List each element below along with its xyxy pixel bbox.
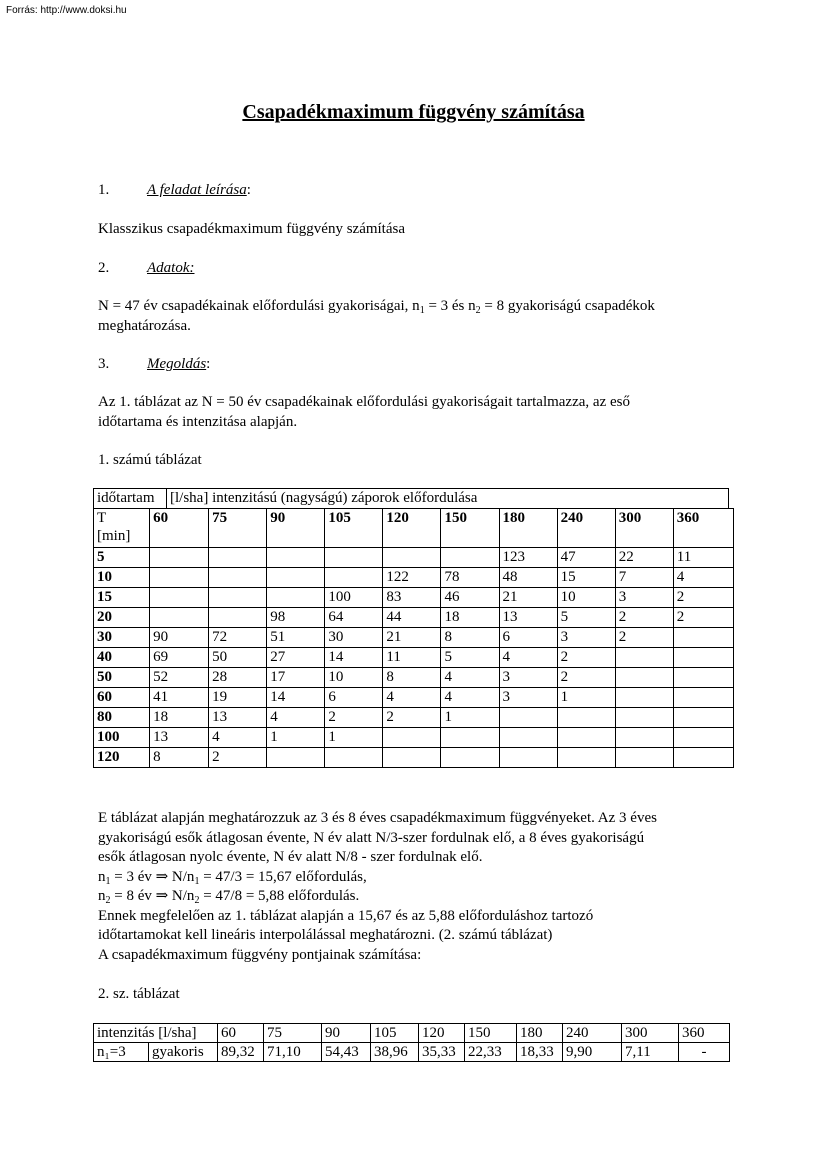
table-1-corner	[94, 509, 150, 548]
table-cell: 3	[499, 668, 557, 688]
table-1-caption-left: időtartam	[94, 489, 167, 509]
table-cell: 78	[441, 568, 499, 588]
table-cell: 89,32	[218, 1043, 264, 1062]
table-cell: 46	[441, 588, 499, 608]
table-cell: 69	[150, 648, 209, 668]
n1-a: n	[98, 868, 106, 885]
section-1-text: Klasszikus csapadékmaximum függvény számítása	[98, 221, 406, 237]
table-cell: 51	[267, 628, 325, 648]
table-cell: 1	[267, 728, 325, 748]
intro-line-1: Az 1. táblázat az N = 50 év csapadékainak előfordulási gyakoriságait tartalmazza, az eső	[98, 394, 630, 410]
table-cell	[615, 748, 673, 768]
table-cell: 72	[209, 628, 267, 648]
table-cell: 52	[150, 668, 209, 688]
table-cell: 10	[557, 588, 615, 608]
table-cell: 27	[267, 648, 325, 668]
table-cell	[673, 648, 733, 668]
table-cell: 1	[557, 688, 615, 708]
n1-sub: 1	[105, 875, 111, 887]
table-cell: 21	[499, 588, 557, 608]
row-header: 15	[94, 588, 150, 608]
column-header: 75	[264, 1024, 322, 1043]
table-row	[94, 548, 734, 568]
n2-sub2: 2	[194, 895, 200, 906]
column-header: 105	[325, 509, 383, 548]
data-paragraph	[98, 297, 738, 336]
table-cell: 18	[150, 708, 209, 728]
table-cell: 47	[557, 548, 615, 568]
table-cell: 8	[150, 748, 209, 768]
table-cell: 4	[441, 668, 499, 688]
n2-sub: 2	[105, 895, 111, 906]
table-cell	[150, 588, 209, 608]
table-cell: 18,33	[517, 1043, 563, 1062]
table-cell: 9,90	[563, 1043, 622, 1062]
table-cell	[673, 628, 733, 648]
table-cell	[325, 748, 383, 768]
page-title: Csapadékmaximum függvény számítása	[242, 101, 585, 123]
section-2-number: 2.	[98, 260, 110, 276]
table-cell: 2	[615, 628, 673, 648]
row-header: 40	[94, 648, 150, 668]
table-cell	[150, 608, 209, 628]
column-header: 105	[371, 1024, 419, 1043]
table-2-header-row	[94, 1024, 730, 1043]
corner-line-1: T	[97, 510, 107, 526]
table-cell: 14	[267, 688, 325, 708]
row-sublabel: gyakoris	[149, 1043, 218, 1062]
table-cell	[673, 708, 733, 728]
n2-b: = 8 év ⇒ N/n	[110, 888, 195, 904]
table-cell	[325, 548, 383, 568]
section-3-suffix: :	[206, 356, 211, 372]
table-cell: 4	[673, 568, 733, 588]
table-cell: 35,33	[419, 1043, 465, 1062]
table-cell: 83	[383, 588, 441, 608]
column-header: 360	[679, 1024, 730, 1043]
data-text-c: = 8 gyakoriságú csapadékok	[480, 298, 655, 314]
section-1-title: A feladat leírása	[147, 182, 247, 198]
table-cell: 2	[673, 608, 733, 628]
column-header: 150	[441, 509, 499, 548]
explanation-line-6: Ennek megfelelően az 1. táblázat alapján a 15,67 és az 5,88 előforduláshoz tartozó	[98, 907, 594, 924]
table-cell: 1	[325, 728, 383, 748]
table-cell: 4	[383, 688, 441, 708]
table-cell: 13	[150, 728, 209, 748]
table-cell	[150, 568, 209, 588]
explanation-n2	[98, 888, 359, 904]
corner-line-2: [min]	[97, 528, 131, 544]
n2-c: = 47/8 = 5,88 előfordulás.	[199, 888, 360, 904]
column-header: 90	[322, 1024, 371, 1043]
table-cell: 14	[325, 648, 383, 668]
column-header: 60	[218, 1024, 264, 1043]
table-cell: 15	[557, 568, 615, 588]
table-row	[94, 748, 734, 768]
table-cell: 2	[673, 588, 733, 608]
table-cell: 2	[557, 648, 615, 668]
table-cell: 38,96	[371, 1043, 419, 1062]
row-header: 80	[94, 708, 150, 728]
table-cell: 41	[150, 688, 209, 708]
table-cell: 48	[499, 568, 557, 588]
section-3-number: 3.	[98, 356, 110, 372]
column-header: 300	[615, 509, 673, 548]
table-cell	[673, 748, 733, 768]
table-2-row-n1	[94, 1043, 730, 1062]
table-cell	[441, 728, 499, 748]
table-cell: 90	[150, 628, 209, 648]
table-cell: 10	[325, 668, 383, 688]
column-header: 120	[383, 509, 441, 548]
table-cell	[499, 728, 557, 748]
table-cell: 13	[499, 608, 557, 628]
table-cell	[615, 708, 673, 728]
table-2-label: 2. sz. táblázat	[98, 986, 180, 1002]
n1-c: = 47/3 = 15,67 előfordulás,	[199, 868, 367, 885]
table-cell: 7,11	[622, 1043, 679, 1062]
table-cell: 2	[383, 708, 441, 728]
table-cell	[499, 748, 557, 768]
table-cell: 17	[267, 668, 325, 688]
table-cell	[267, 588, 325, 608]
row-header: 30	[94, 628, 150, 648]
table-cell	[557, 748, 615, 768]
row-label: n₁=3	[94, 1043, 149, 1062]
column-header: 240	[563, 1024, 622, 1043]
table-1-caption-right: [l/sha] intenzitású (nagyságú) záporok előfordulása	[167, 489, 729, 509]
table-cell: 11	[673, 548, 733, 568]
table-cell	[209, 568, 267, 588]
table-cell: 98	[267, 608, 325, 628]
table-cell	[383, 728, 441, 748]
table-cell	[673, 668, 733, 688]
n2-a: n	[98, 888, 106, 904]
data-text-a: N = 47 év csapadékainak előfordulási gyakoriságai, n	[98, 298, 420, 314]
table-cell: 64	[325, 608, 383, 628]
table-cell	[615, 648, 673, 668]
table-cell: 5	[557, 608, 615, 628]
n1-b: = 3 év ⇒ N/n	[110, 868, 195, 885]
table-cell: 71,10	[264, 1043, 322, 1062]
table-cell: 100	[325, 588, 383, 608]
table-cell: 7	[615, 568, 673, 588]
table-cell: 11	[383, 648, 441, 668]
data-sub-2: 2	[475, 305, 481, 316]
table-cell: 22	[615, 548, 673, 568]
table-cell: 19	[209, 688, 267, 708]
data-sub-1: 1	[419, 305, 425, 316]
data-text-line2: meghatározása.	[98, 317, 191, 334]
column-header: 90	[267, 509, 325, 548]
section-2-heading	[98, 259, 738, 279]
results-table	[93, 1023, 730, 1062]
table-cell	[615, 668, 673, 688]
table-cell: 44	[383, 608, 441, 628]
table-cell: 4	[267, 708, 325, 728]
section-1-number: 1.	[98, 182, 110, 198]
section-3-title: Megoldás	[147, 356, 207, 372]
column-header: 120	[419, 1024, 465, 1043]
table-row	[94, 708, 734, 728]
column-header: 360	[673, 509, 733, 548]
explanation-line-1: E táblázat alapján meghatározzuk az 3 és 8 éves csapadékmaximum függvényeket. Az 3 éves	[98, 810, 657, 826]
table-row	[94, 628, 734, 648]
table-cell: 4	[209, 728, 267, 748]
frequency-table	[93, 508, 734, 768]
table-cell	[150, 548, 209, 568]
table-cell: 8	[383, 668, 441, 688]
table-cell: 3	[557, 628, 615, 648]
intro-line-2: időtartama és intenzitása alapján.	[98, 413, 298, 430]
table-cell	[383, 548, 441, 568]
column-header: 300	[622, 1024, 679, 1043]
column-header: 150	[465, 1024, 517, 1043]
table-cell	[557, 708, 615, 728]
row-header: 20	[94, 608, 150, 628]
table-cell	[557, 728, 615, 748]
table-cell	[267, 568, 325, 588]
table-cell	[441, 748, 499, 768]
table-cell	[267, 748, 325, 768]
table-row	[94, 648, 734, 668]
table-cell: 21	[383, 628, 441, 648]
table-cell: 122	[383, 568, 441, 588]
column-header: 60	[150, 509, 209, 548]
table-cell: 6	[325, 688, 383, 708]
table-cell: 30	[325, 628, 383, 648]
section-3-heading	[98, 355, 738, 375]
table-cell	[267, 548, 325, 568]
table-cell: 22,33	[465, 1043, 517, 1062]
table-cell	[325, 568, 383, 588]
table-row	[94, 608, 734, 628]
row-header: 10	[94, 568, 150, 588]
table-cell: 4	[441, 688, 499, 708]
table-cell: 13	[209, 708, 267, 728]
table-cell: 2	[615, 608, 673, 628]
table-cell: 2	[557, 668, 615, 688]
table-cell: 1	[441, 708, 499, 728]
table-cell: 4	[499, 648, 557, 668]
table-1-body	[94, 548, 734, 768]
data-text-b: = 3 és n	[424, 298, 476, 314]
column-header: 75	[209, 509, 267, 548]
table-cell: 2	[325, 708, 383, 728]
table-cell: 54,43	[322, 1043, 371, 1062]
table-row	[94, 568, 734, 588]
table-cell	[209, 548, 267, 568]
table-cell	[209, 588, 267, 608]
table-1-caption	[93, 488, 729, 509]
source-url: Forrás: http://www.doksi.hu	[6, 5, 127, 16]
section-1-suffix: :	[246, 182, 251, 198]
table-cell: -	[679, 1043, 730, 1062]
row-header: 5	[94, 548, 150, 568]
table-cell: 28	[209, 668, 267, 688]
table-1-label: 1. számú táblázat	[98, 452, 202, 468]
table-cell	[673, 728, 733, 748]
table-cell: 3	[615, 588, 673, 608]
table-cell: 5	[441, 648, 499, 668]
table-row	[94, 668, 734, 688]
explanation-line-8: A csapadékmaximum függvény pontjainak számítása:	[98, 946, 422, 963]
section-2-title: Adatok:	[147, 260, 195, 276]
table-cell: 123	[499, 548, 557, 568]
explanation-line-3: esők átlagosan nyolc évente, N év alatt N/8 - szer fordulnak elő.	[98, 849, 483, 865]
row-header: 100	[94, 728, 150, 748]
table-cell	[441, 548, 499, 568]
row-header: 50	[94, 668, 150, 688]
explanation-line-7: időtartamokat kell lineáris interpolálással meghatározni. (2. számú táblázat)	[98, 927, 553, 943]
table-row	[94, 688, 734, 708]
table-cell	[615, 728, 673, 748]
column-header: 180	[499, 509, 557, 548]
row-header: 120	[94, 748, 150, 768]
table-cell: 8	[441, 628, 499, 648]
table-cell: 18	[441, 608, 499, 628]
table-cell	[673, 688, 733, 708]
explanation-n1	[98, 869, 367, 885]
table-cell: 2	[209, 748, 267, 768]
section-1-heading	[98, 181, 738, 201]
table-cell	[383, 748, 441, 768]
explanation-line-2: gyakoriságú esők átlagosan évente, N év alatt N/3-szer fordulnak elő, a 8 éves gyakoriságú	[98, 829, 645, 846]
table-row	[94, 728, 734, 748]
column-header: 180	[517, 1024, 563, 1043]
table-cell	[615, 688, 673, 708]
table-cell: 50	[209, 648, 267, 668]
column-header: 240	[557, 509, 615, 548]
table-1-header-row	[94, 509, 734, 548]
table-cell: 3	[499, 688, 557, 708]
n1-sub2: 1	[194, 875, 200, 887]
table-cell	[499, 708, 557, 728]
table-2-header-label: intenzitás [l/sha]	[94, 1024, 218, 1043]
table-row	[94, 588, 734, 608]
row-header: 60	[94, 688, 150, 708]
table-cell: 6	[499, 628, 557, 648]
explanation-paragraph	[98, 809, 758, 965]
table-cell	[209, 608, 267, 628]
intro-paragraph	[98, 393, 738, 432]
